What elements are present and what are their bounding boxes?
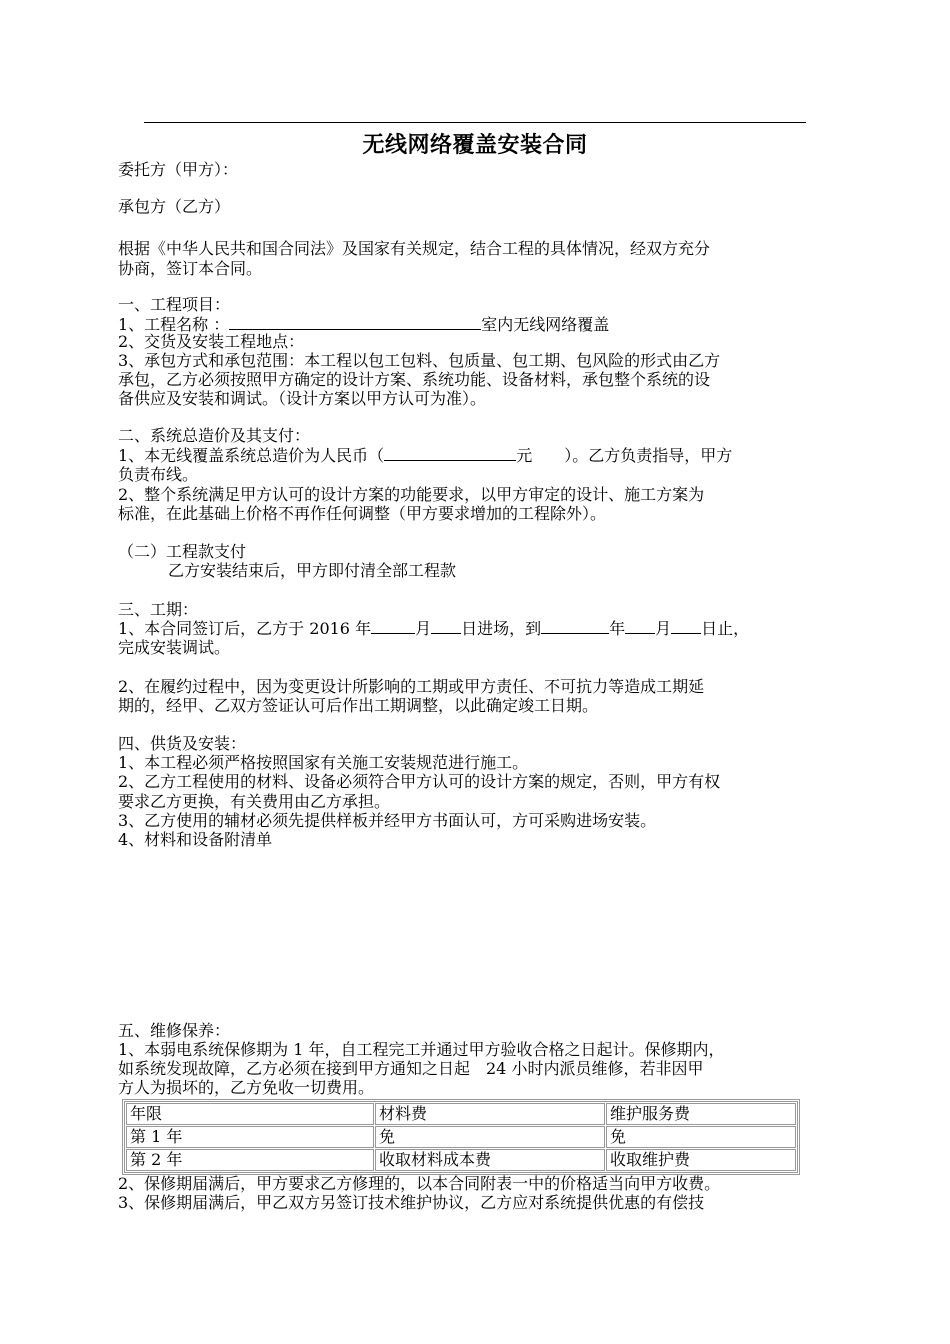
warranty-line: 如系统发现故障，乙方必须在接到甲方通知之日起 24 小时内派员维修，若非因甲 — [118, 1059, 704, 1078]
table-cell: 第 2 年 — [126, 1149, 374, 1171]
table-header-cell: 年限 — [126, 1103, 374, 1125]
day-blank-2 — [671, 618, 701, 634]
schedule-text: 日止， — [701, 619, 750, 638]
schedule-line — [118, 618, 808, 639]
section-1-heading: 一、工程项目： — [118, 295, 231, 314]
price-blank — [384, 445, 516, 461]
supply-line: 要求乙方更换，有关费用由乙方承担。 — [118, 792, 391, 811]
party-b: 承包方（乙方） — [118, 197, 231, 216]
day-blank — [431, 618, 461, 634]
schedule-text: 月 — [655, 619, 672, 638]
table-cell: 免 — [606, 1126, 796, 1148]
table-cell: 第 1 年 — [126, 1126, 374, 1148]
price-prefix: 1、本无线覆盖系统总造价为人民币（ — [118, 446, 385, 465]
schedule-text: 月 — [415, 619, 432, 638]
price-unit: 元 ）。乙方负责指导，甲方 — [516, 446, 733, 465]
project-name-label: 1、工程名称 ： — [118, 315, 230, 334]
month-blank-2 — [625, 618, 655, 634]
schedule-line-2: 完成安装调试。 — [118, 638, 231, 657]
install-location: 2、交货及安装工程地点： — [118, 332, 305, 351]
project-name-value: 室内无线网络覆盖 — [481, 315, 610, 334]
month-blank — [371, 618, 415, 634]
table-row — [126, 1149, 796, 1171]
post-warranty-line: 3、保修期届满后，甲乙双方另签订技术维护协议，乙方应对系统提供优惠的有偿技 — [118, 1193, 705, 1212]
header-rule — [144, 122, 806, 123]
section-3-heading: 三、工期： — [118, 600, 199, 619]
payment-text: 乙方安装结束后，甲方即付清全部工程款 — [168, 561, 457, 580]
table-header-cell: 材料费 — [375, 1103, 605, 1125]
maintenance-fee-table — [122, 1099, 800, 1175]
section-5-heading: 五、维修保养： — [118, 1021, 231, 1040]
table-row — [126, 1126, 796, 1148]
price-line — [118, 445, 808, 466]
price-line-2: 负责布线。 — [118, 465, 199, 484]
scope-line: 3、承包方式和承包范围：本工程以包工包料、包质量、包工期、包风险的形式由乙方 — [118, 351, 721, 370]
requirement-line: 2、整个系统满足甲方认可的设计方案的功能要求，以甲方审定的设计、施工方案为 — [118, 485, 705, 504]
table-cell: 收取维护费 — [606, 1149, 796, 1171]
table-header-row — [126, 1103, 796, 1125]
supply-line: 2、乙方工程使用的材料、设备必须符合甲方认可的设计方案的规定，否则，甲方有权 — [118, 772, 721, 791]
schedule-text: 年 — [609, 619, 626, 638]
party-a: 委托方（甲方）： — [118, 160, 239, 179]
section-4-heading: 四、供货及安装： — [118, 734, 247, 753]
intro-line: 协商，签订本合同。 — [118, 259, 263, 278]
table-header-cell: 维护服务费 — [606, 1103, 796, 1125]
requirement-line: 标准，在此基础上价格不再作任何调整（甲方要求增加的工程除外）。 — [118, 504, 607, 523]
supply-line: 3、乙方使用的辅材必须先提供样板并经甲方书面认可，方可采购进场安装。 — [118, 811, 657, 830]
year-blank — [541, 618, 609, 634]
scope-line: 承包，乙方必须按照甲方确定的设计方案、系统功能、设备材料，承包整个系统的设 — [118, 370, 711, 389]
supply-line: 4、材料和设备附清单 — [118, 830, 273, 849]
delay-line: 2、在履约过程中，因为变更设计所影响的工期或甲方责任、不可抗力等造成工期延 — [118, 677, 705, 696]
contract-title: 无线网络覆盖安装合同 — [362, 133, 588, 158]
supply-line: 1、本工程必须严格按照国家有关施工安装规范进行施工。 — [118, 753, 529, 772]
delay-line: 期的，经甲、乙双方签证认可后作出工期调整，以此确定竣工日期。 — [118, 696, 599, 715]
payment-heading: （二）工程款支付 — [118, 542, 247, 561]
section-2-heading: 二、系统总造价及其支付： — [118, 426, 311, 445]
project-name-blank — [229, 314, 481, 330]
table-cell: 免 — [375, 1126, 605, 1148]
scope-line: 备供应及安装和调试。（设计方案以甲方认可为准）。 — [118, 389, 487, 408]
warranty-line: 方人为损坏的，乙方免收一切费用。 — [118, 1078, 375, 1097]
schedule-text: 1、本合同签订后，乙方于 2016 年 — [118, 619, 372, 638]
schedule-text: 日进场，到 — [461, 619, 542, 638]
warranty-line: 1、本弱电系统保修期为 1 年，自工程完工并通过甲方验收合格之日起计。保修期内， — [118, 1040, 725, 1059]
table-cell: 收取材料成本费 — [375, 1149, 605, 1171]
post-warranty-line: 2、保修期届满后，甲方要求乙方修理的，以本合同附表一中的价格适当向甲方收费。 — [118, 1174, 721, 1193]
intro-line: 根据《中华人民共和国合同法》及国家有关规定，结合工程的具体情况，经双方充分 — [118, 239, 711, 258]
